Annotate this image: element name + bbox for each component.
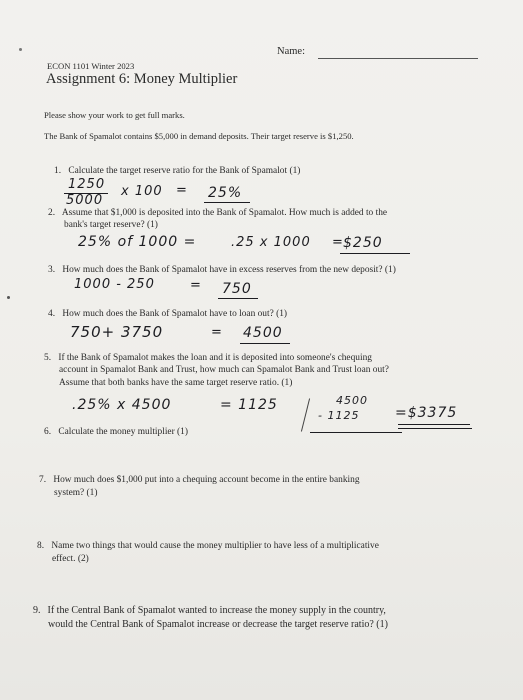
question-7: 7. How much does $1,000 put into a chequing account become in the entire banking [39, 475, 360, 485]
answer-5-division-underline [310, 432, 402, 433]
question-3: 3. How much does the Bank of Spamalot have in excess reserves from the new deposit? (1) [48, 265, 396, 275]
answer-2-result: $250 [343, 235, 383, 251]
question-6: 6. Calculate the money multiplier (1) [44, 427, 188, 437]
margin-dot-2 [7, 296, 10, 299]
answer-2-mid: .25 x 1000 [231, 235, 311, 250]
question-2-line2: bank's target reserve? (1) [64, 220, 158, 230]
question-5: 5. If the Bank of Spamalot makes the loan and it is deposited into someone's chequing [44, 353, 372, 363]
answer-1-result: 25% [208, 185, 243, 201]
instructions: Please show your work to get full marks. [44, 110, 185, 120]
margin-dot [19, 48, 22, 51]
question-1: 1. Calculate the target reserve ratio for the Bank of Spamalot (1) [54, 166, 301, 176]
answer-1-numerator: 1250 [68, 177, 106, 192]
answer-3-underline [218, 298, 258, 299]
name-line [318, 58, 478, 59]
question-5-line2: account in Spamalot Bank and Trust, how much can Spamalot Bank and Trust loan out? [59, 365, 389, 375]
answer-5-division-top: 4500 [336, 394, 368, 407]
answer-1-underline [204, 202, 250, 203]
intro-text: The Bank of Spamalot contains $5,000 in demand deposits. Their target reserve is $1,250. [44, 131, 354, 141]
answer-4-underline [240, 343, 290, 344]
answer-3-left: 1000 - 250 [74, 277, 155, 292]
answer-4-left: 750+ 3750 [70, 323, 164, 341]
answer-4-result: 4500 [243, 325, 283, 341]
answer-2-equals: = [332, 235, 344, 250]
question-4: 4. How much does the Bank of Spamalot have to loan out? (1) [48, 309, 288, 319]
question-9: 9. If the Central Bank of Spamalot wanted to increase the money supply in the country, [33, 605, 386, 616]
answer-3-result: 750 [222, 281, 252, 297]
course-code: ECON 1101 Winter 2023 [47, 61, 135, 71]
answer-5-underline-1 [398, 424, 470, 425]
division-bracket-mark [301, 398, 311, 431]
question-8-line2: effect. (2) [52, 554, 89, 564]
answer-2-underline [340, 253, 410, 254]
answer-5-underline-2 [398, 428, 472, 429]
answer-4-equals: = [211, 325, 223, 340]
answer-2-left: 25% of 1000 = [78, 234, 197, 250]
answer-1-times: x 100 [121, 184, 163, 199]
answer-1-denominator: 5000 [66, 193, 104, 208]
name-label: Name: [277, 46, 305, 57]
question-9-line2: would the Central Bank of Spamalot increase or decrease the target reserve ratio? (1) [48, 619, 388, 630]
question-2: 2. Assume that $1,000 is deposited into the Bank of Spamalot. How much is added to the [48, 208, 388, 218]
page-title: Assignment 6: Money Multiplier [46, 71, 238, 87]
question-8: 8. Name two things that would cause the money multiplier to have less of a multiplicative [37, 541, 379, 551]
question-5-line3: Assume that both banks have the same target reserve ratio. (1) [59, 378, 293, 388]
answer-3-equals: = [190, 278, 202, 293]
answer-5-division-bottom: - 1125 [318, 409, 360, 422]
question-7-line2: system? (1) [54, 488, 98, 498]
answer-5-equals: = 1125 [220, 397, 278, 413]
answer-5-result: =$3375 [395, 405, 458, 421]
answer-5-left: .25% x 4500 [72, 397, 172, 413]
answer-1-equals: = [176, 183, 188, 198]
